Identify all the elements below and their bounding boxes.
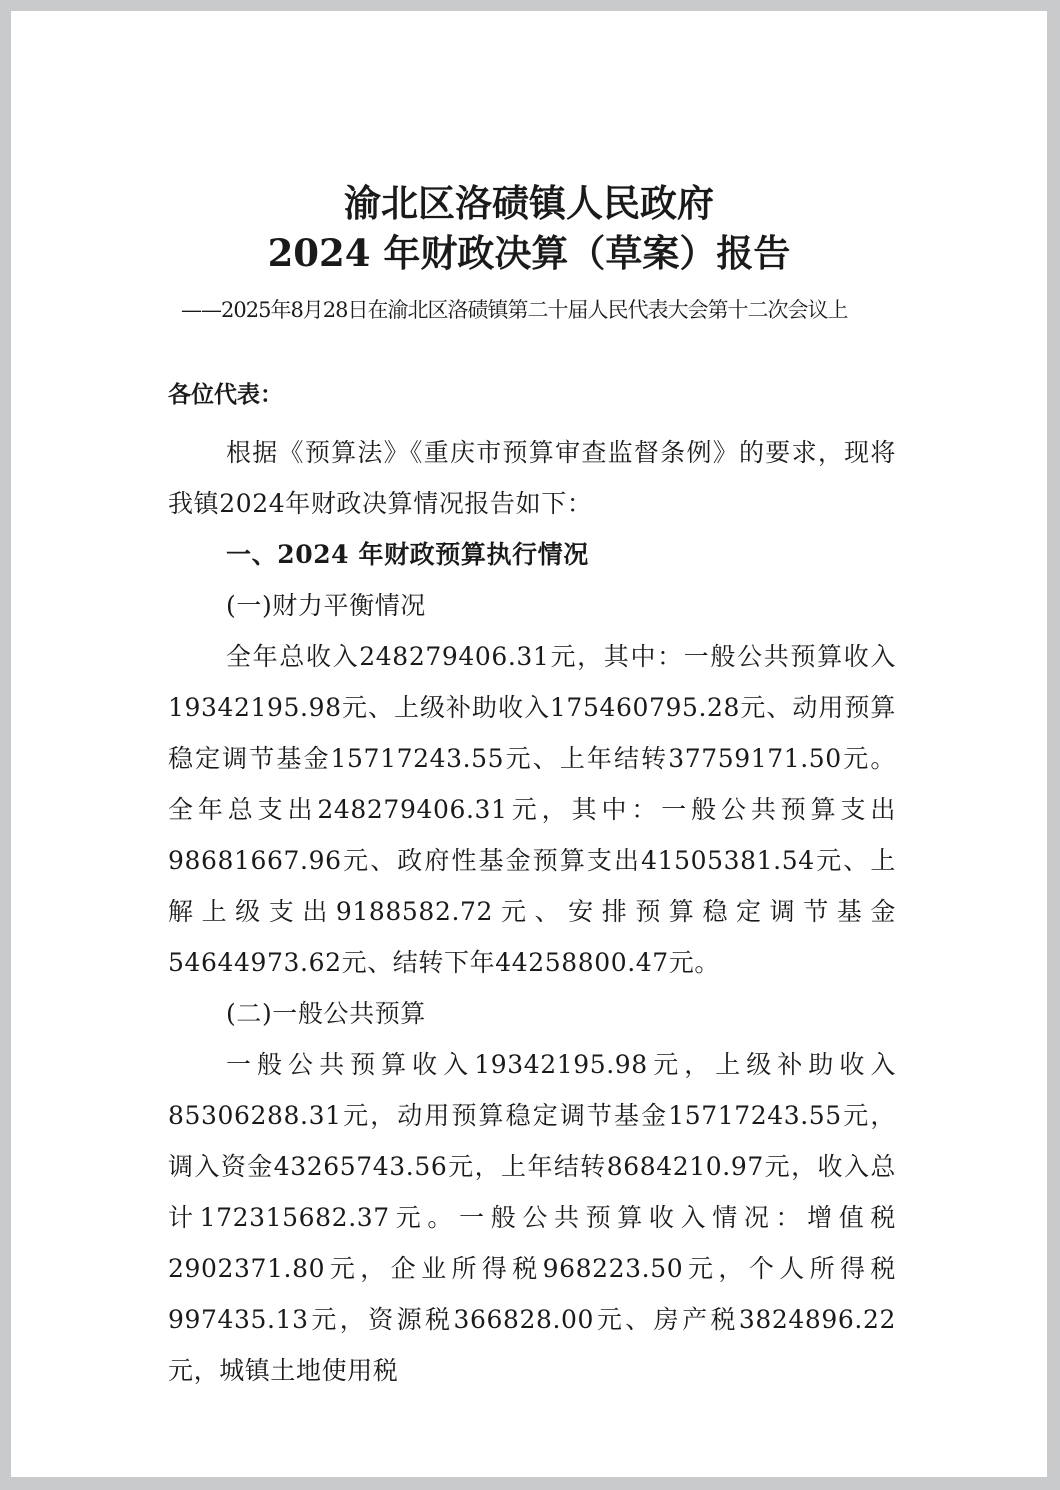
general-budget-paragraph: 一般公共预算收入19342195.98元，上级补助收入85306288.31元，动用预算稳定调节基金15717243.55元，调入资金43265743.56元，上年结转8684210.97元，收入总计172315682.37元。一般公共预算收入情况：增值税2902371.80元，企业所得税968223.50元，个人所得税997435.13元，资源税366828.00元、房产税3824896.22元，城镇土地使用税	[168, 1050, 896, 1385]
section-heading-1: 一、2024 年财政预算执行情况	[226, 540, 589, 569]
report-title-line2: 2024 年财政决算（草案）报告	[267, 231, 791, 275]
salutation: 各位代表：	[168, 381, 283, 408]
subsection-heading-2: (二)一般公共预算	[226, 999, 426, 1028]
fiscal-balance-paragraph: 全年总收入248279406.31元，其中：一般公共预算收入19342195.98元、上级补助收入175460795.28元、动用预算稳定调节基金15717243.55元、上年结转37759171.50元。全年总支出248279406.31元，其中：一般公共预算支出98681667.96元、政府性基金预算支出41505381.54元、上解上级支出9188582.72元、安排预算稳定调节基金54644973.62元、结转下年44258800.47元。	[168, 642, 896, 977]
report-body	[168, 427, 896, 1396]
report-subtitle: ——2025年8月28日在渝北区洛碛镇第二十届人民代表大会第十二次会议上	[181, 298, 848, 322]
intro-paragraph: 根据《预算法》《重庆市预算审查监督条例》的要求，现将我镇2024年财政决算情况报告如下：	[168, 438, 896, 518]
document-page	[11, 11, 1047, 1477]
report-title-line1: 渝北区洛碛镇人民政府	[344, 181, 714, 225]
subsection-heading-1: (一)财力平衡情况	[226, 591, 426, 620]
